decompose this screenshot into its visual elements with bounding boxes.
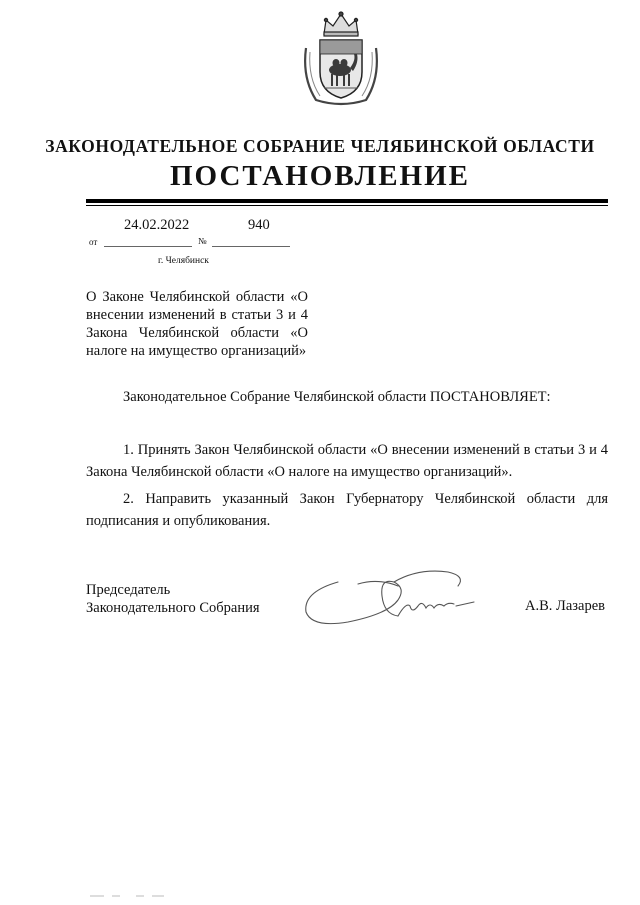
number-label: №: [198, 236, 207, 246]
coat-of-arms-emblem: [296, 8, 386, 108]
signatory-title: [86, 581, 260, 617]
organization-name: ЗАКОНОДАТЕЛЬНОЕ СОБРАНИЕ ЧЕЛЯБИНСКОЙ ОБЛАСТИ: [45, 136, 595, 156]
signatory-name: А.В. Лазарев: [525, 598, 605, 614]
document-subject: О Законе Челябинской области «О внесении изменений в статьи 3 и 4 Закона Челябинской области «О налоге на имущество организаций»: [86, 289, 308, 359]
number-underline: [212, 246, 290, 247]
paragraph-1: 1. Принять Закон Челябинской области «О внесении изменений в статьи 3 и 4 Закона Челябинской области «О налоге на имущество организаций».: [86, 442, 608, 480]
preamble-text: Законодательное Собрание Челябинской области ПОСТАНОВЛЯЕТ:: [123, 389, 551, 405]
header-divider-thick: [86, 199, 608, 203]
date-label: от: [89, 237, 98, 247]
paragraph-2: 2. Направить указанный Закон Губернатору Челябинской области для подписания и опубликования.: [86, 491, 608, 529]
signatory-title-line-2: Законодательного Собрания: [86, 600, 260, 616]
signatory-title-line-1: Председатель: [86, 582, 171, 598]
document-number: 940: [248, 217, 270, 233]
header-divider-thin: [86, 205, 608, 206]
document-type-title: ПОСТАНОВЛЕНИЕ: [169, 160, 470, 192]
footer-print-marks: [90, 893, 180, 899]
handwritten-signature: [298, 562, 488, 634]
city-name: г. Челябинск: [158, 256, 209, 266]
date-underline: [104, 246, 192, 247]
document-date: 24.02.2022: [124, 217, 190, 233]
